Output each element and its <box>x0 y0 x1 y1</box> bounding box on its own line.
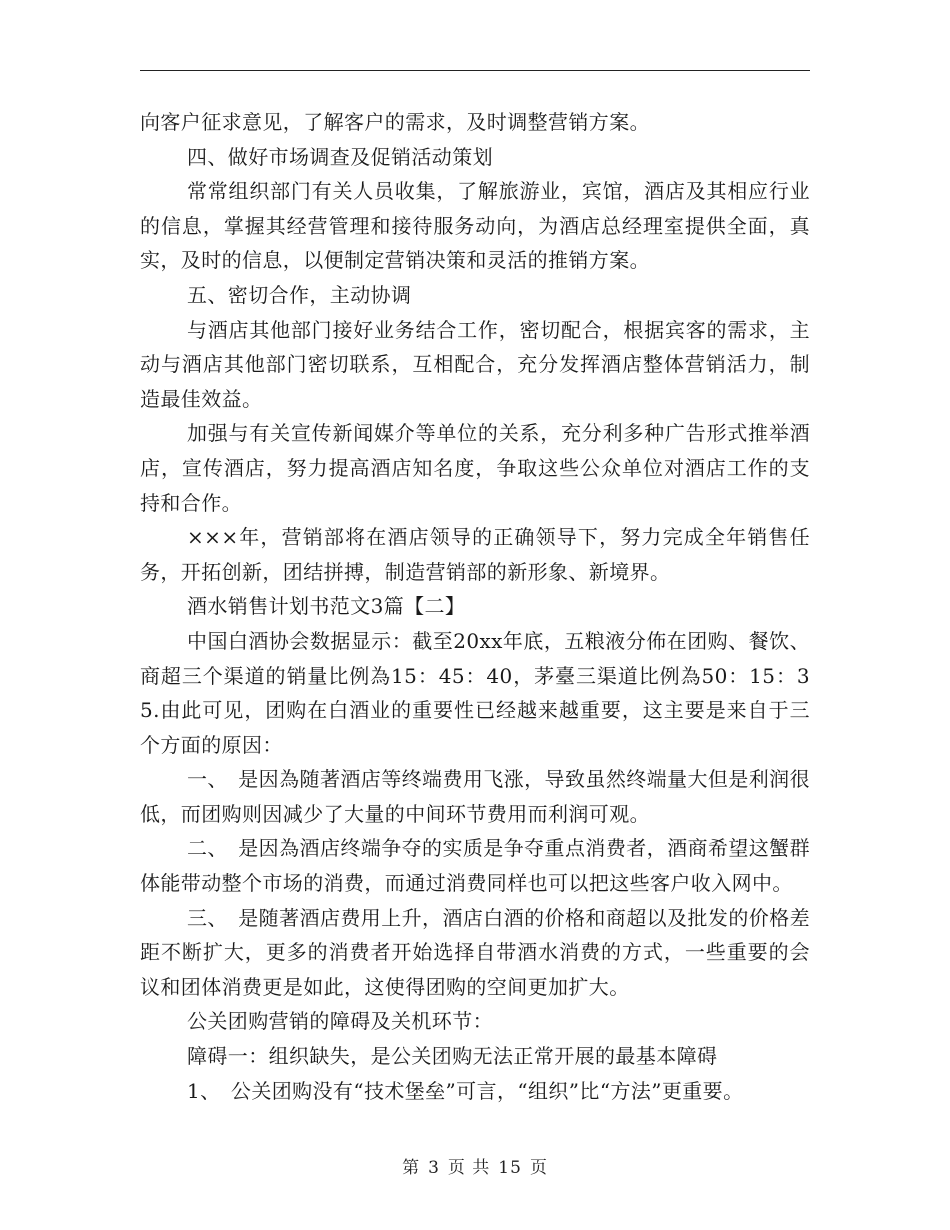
section-heading: 五、密切合作，主动协调 <box>187 282 412 307</box>
paragraph: 向客户征求意见，了解客户的需求，及时调整营销方案。 <box>140 110 650 134</box>
paragraph: ×××年，营销部将在酒店领导的正确领导下，努力完成全年销售任务，开拓创新，团结拼搏，制造营销部的新形象、新境界。 <box>140 525 810 584</box>
page-footer <box>0 1153 950 1178</box>
paragraph: 中国白酒协会数据显示：截至20xx年底，五粮液分佈在团购、餐饮、商超三个渠道的销量比例為15：45：40，茅臺三渠道比例為50：15：35.由此可见，团购在白酒业的重要性已经越来越重要，这主要是来自于三个方面的原因： <box>140 628 810 757</box>
footer-middle: 页 共 <box>447 1158 491 1178</box>
section-heading: 障碍一：组织缺失，是公关团购无法正常开展的最基本障碍 <box>187 1044 718 1069</box>
article-title: 酒水销售计划书范文3篇【二】 <box>187 594 466 619</box>
list-item: 一、 是因為随著酒店等终端费用飞涨，导致虽然终端量大但是利润很低，而团购则因减少了大量的中间环节费用而利润可观。 <box>140 767 810 826</box>
paragraph: 与酒店其他部门接好业务结合工作，密切配合，根据宾客的需求，主动与酒店其他部门密切联系，互相配合，充分发挥酒店整体营销活力，制造最佳效益。 <box>140 317 810 411</box>
footer-suffix: 页 <box>529 1158 548 1178</box>
section-heading: 公关团购营销的障碍及关机环节： <box>187 1009 493 1034</box>
list-item: 二、 是因為酒店终端争夺的实质是争夺重点消费者，酒商希望这蟹群体能带动整个市场的消费，而通过消费同样也可以把这些客户收入网中。 <box>140 836 810 896</box>
page-total: 15 <box>498 1158 522 1178</box>
page-number: 3 <box>428 1158 440 1178</box>
footer-prefix: 第 <box>402 1158 421 1178</box>
section-heading: 四、做好市场调查及促销活动策划 <box>187 144 493 169</box>
list-item: 三、 是随著酒店费用上升，酒店白酒的价格和商超以及批发的价格差距不断扩大，更多的消费者开始选择自带酒水消费的方式，一些重要的会议和团体消费更是如此，这使得团购的空间更加扩大。 <box>140 905 810 999</box>
list-item: 1、 公关团购没有“技术堡垒”可言，“组织”比“方法”更重要。 <box>187 1078 744 1103</box>
paragraph: 加强与有关宣传新闻媒介等单位的关系，充分利多种广告形式推举酒店，宣传酒店，努力提高酒店知名度，争取这些公众单位对酒店工作的支持和合作。 <box>140 421 810 515</box>
document-body <box>140 105 810 1108</box>
header-rule <box>140 70 810 71</box>
paragraph: 常常组织部门有关人员收集，了解旅游业，宾馆，酒店及其相应行业的信息，掌握其经营管理和接待服务动向，为酒店总经理室提供全面，真实，及时的信息，以便制定营销决策和灵活的推销方案。 <box>140 179 810 273</box>
